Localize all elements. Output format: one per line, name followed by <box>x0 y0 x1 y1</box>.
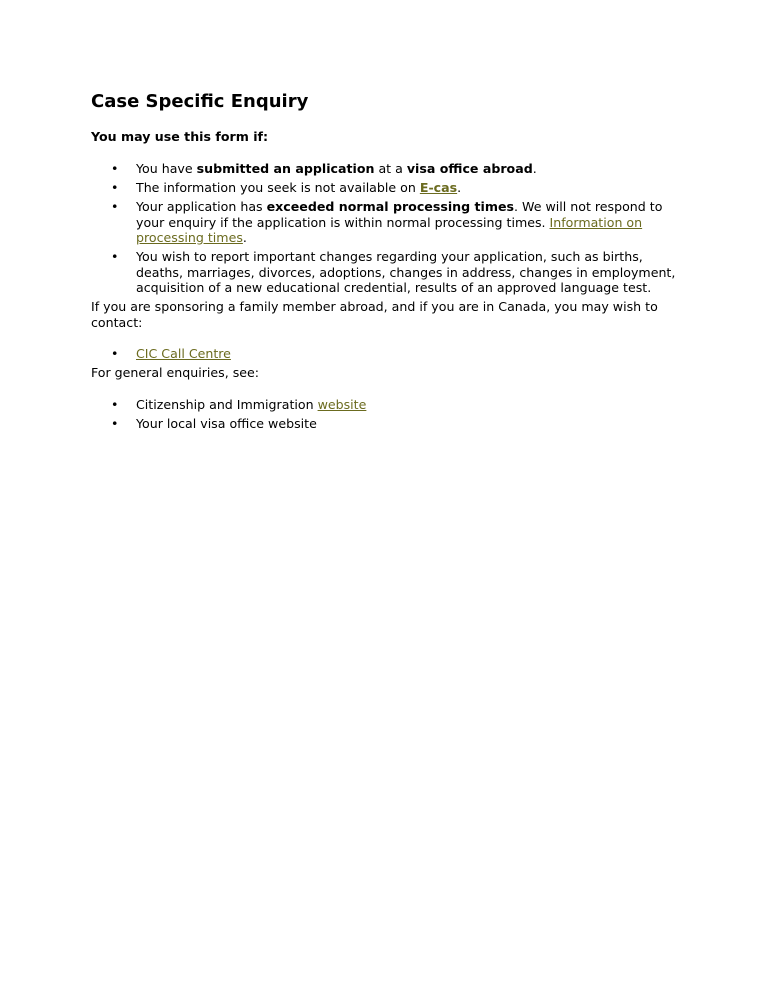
emphasis: visa office abroad <box>406 161 533 176</box>
bullet: • <box>111 415 119 431</box>
emphasis: exceeded normal processing times <box>266 199 514 214</box>
list-item: • You have submitted an application at a visa office abroad. <box>111 161 537 176</box>
general-text: For general enquiries, see: <box>91 365 260 380</box>
intro-text: You may use this form if: <box>91 129 269 144</box>
page-title: Case Specific Enquiry <box>91 91 309 112</box>
bullet: • <box>111 249 119 264</box>
list-item: • Citizenship and Immigration website <box>111 396 367 412</box>
bullet: • <box>111 161 119 176</box>
list-item <box>91 346 691 362</box>
list-item: • The information you seek is not available on E-cas. <box>111 180 462 195</box>
contact-list <box>91 346 691 362</box>
website-link[interactable]: website <box>317 396 367 412</box>
bullet: • <box>111 346 119 361</box>
list-item: • Your application has exceeded normal processing times. We will not respond to your enquiry if the application is within normal processing times. Information on processing times. <box>111 199 663 245</box>
list-item: • Your local visa office website <box>111 415 317 431</box>
bullet: • <box>111 180 119 195</box>
emphasis: submitted an application <box>196 161 375 176</box>
ecas-link[interactable]: E-cas <box>419 180 458 195</box>
list-item: • You wish to report important changes regarding your application, such as births, deaths, marriages, divorces, adoptions, changes in address, changes in employment, acquisition of a new educational credential, results of an approved language test. <box>111 249 676 295</box>
cic-call-centre-link[interactable]: CIC Call Centre <box>136 346 231 361</box>
sponsor-text: If you are sponsoring a family member abroad, and if you are in Canada, you may wish to contact: <box>91 299 658 330</box>
document-page <box>91 89 691 435</box>
bullet: • <box>111 396 119 412</box>
conditions-list <box>91 161 691 296</box>
general-list <box>91 397 691 432</box>
bullet: • <box>111 199 119 214</box>
processing-times-link[interactable]: Information on processing times <box>136 214 643 245</box>
